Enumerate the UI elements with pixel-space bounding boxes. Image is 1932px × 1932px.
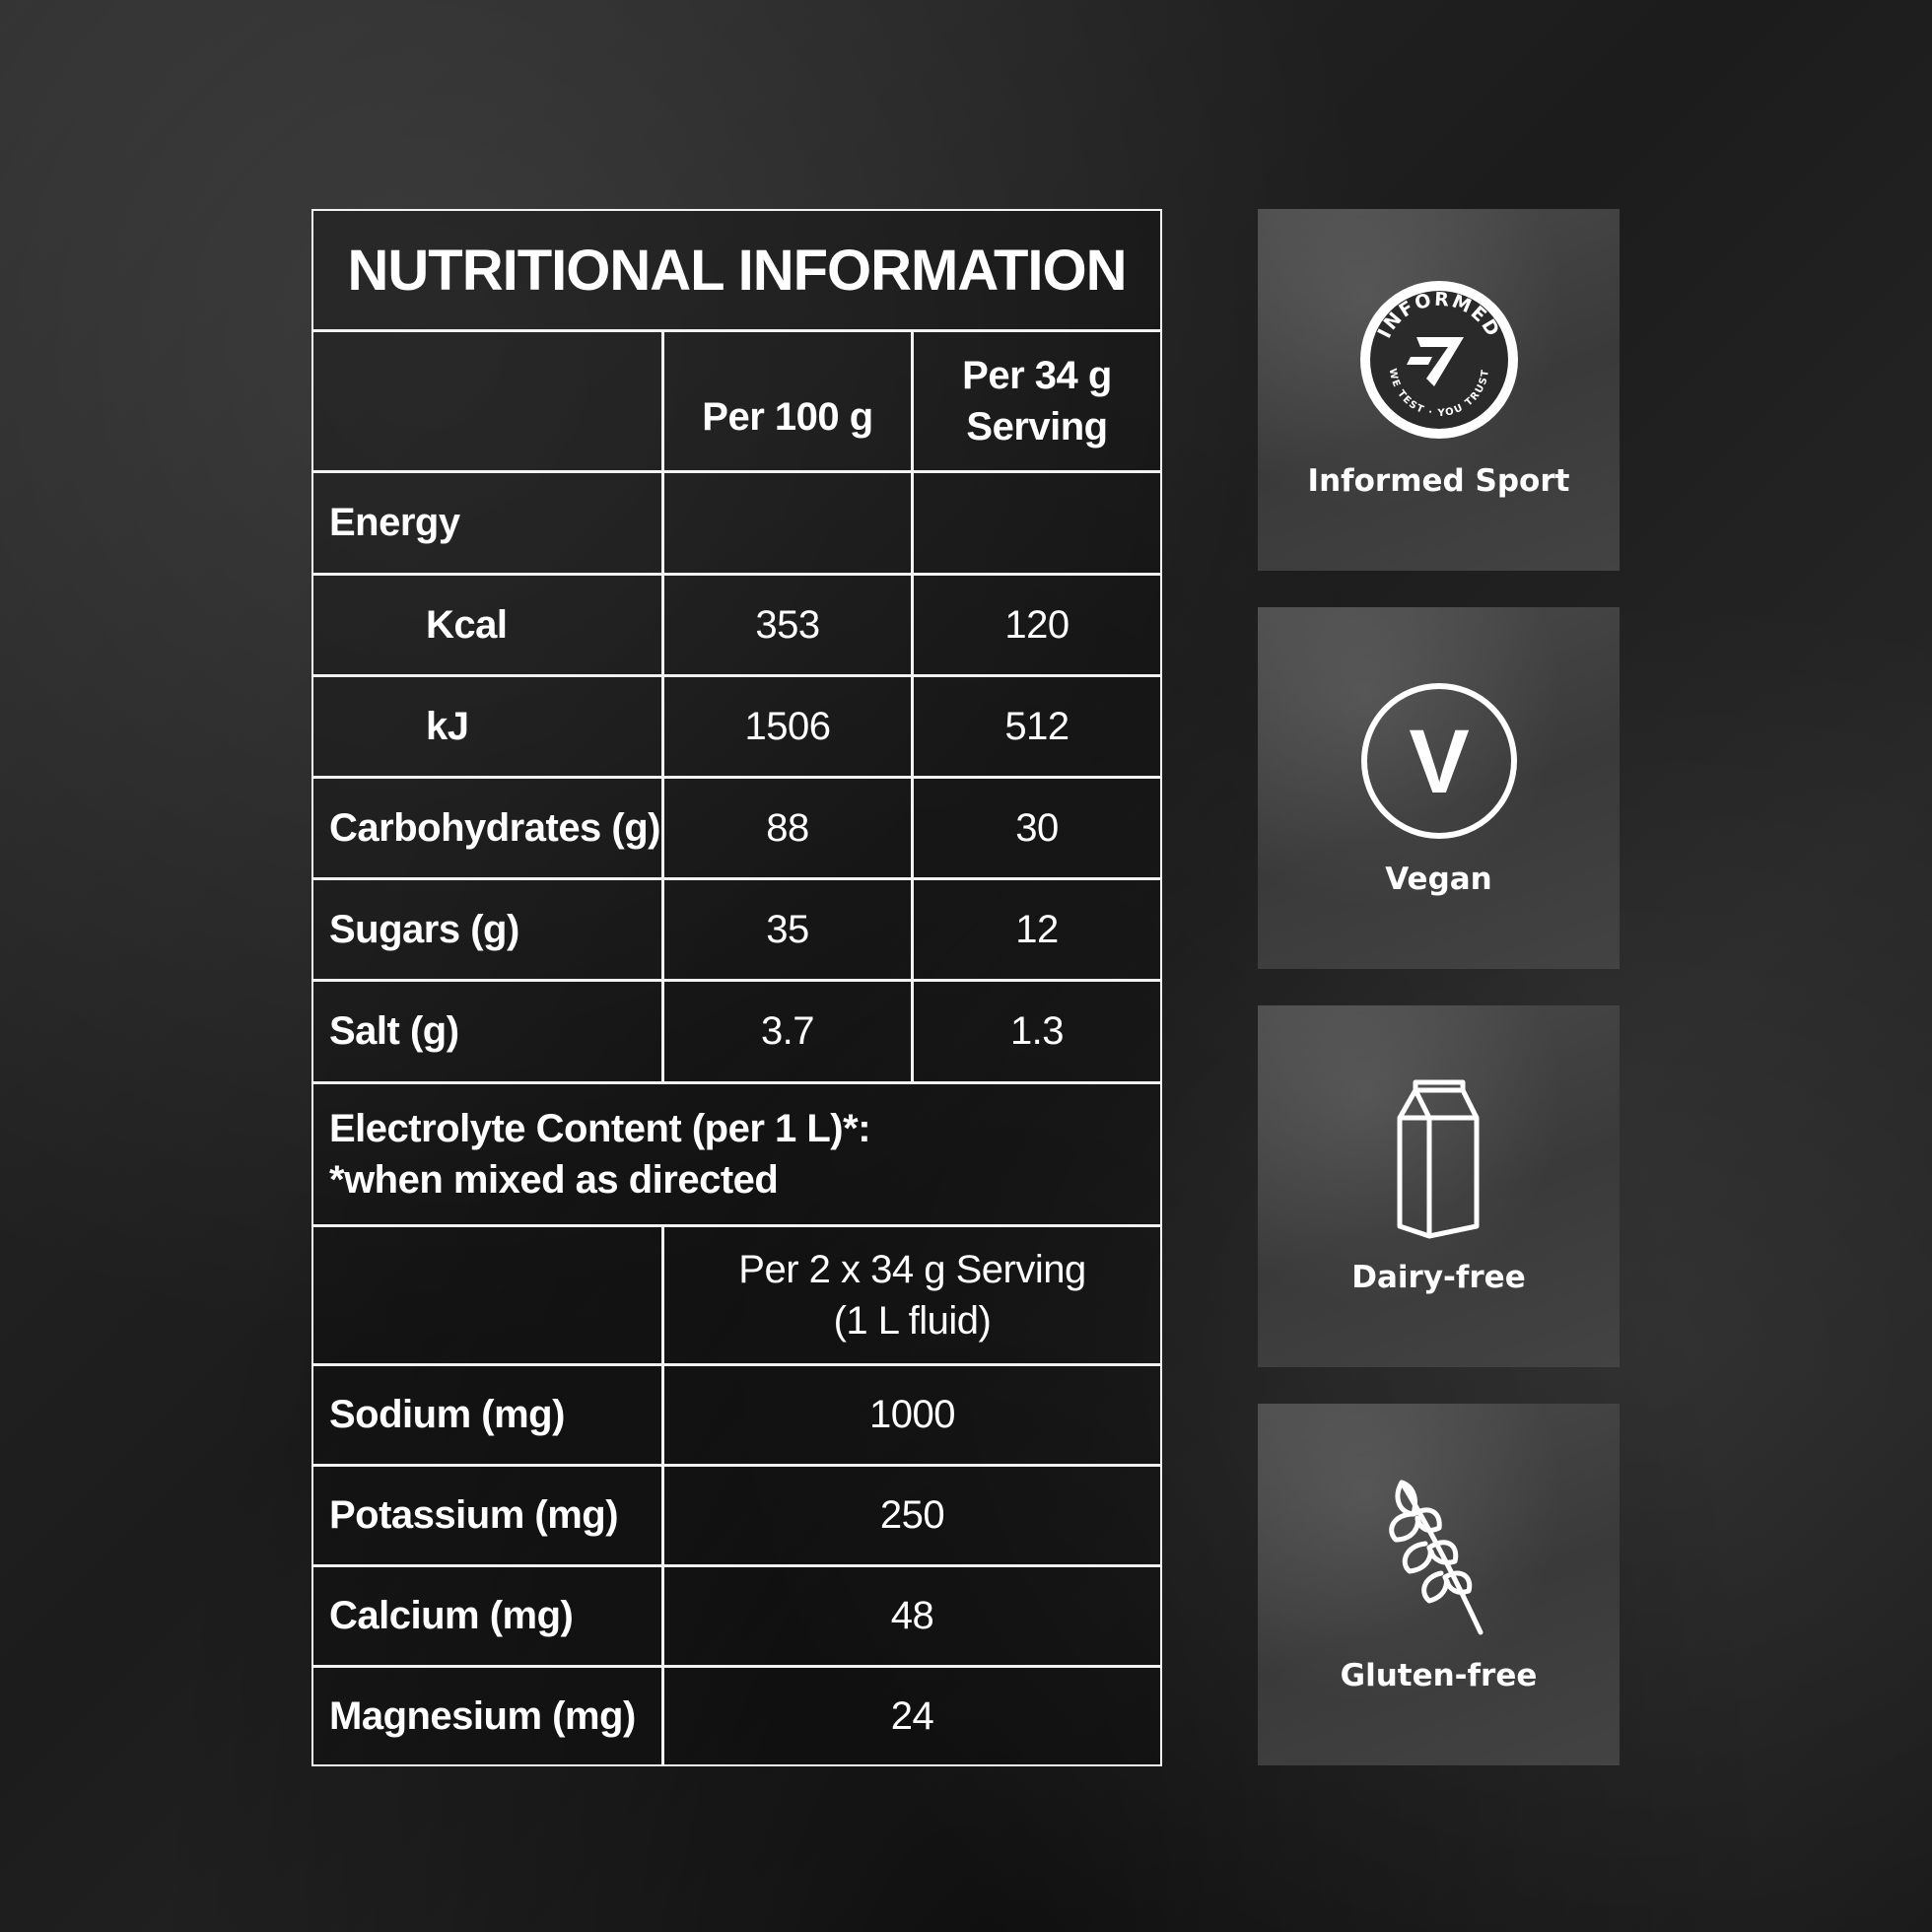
row-value: 250 <box>661 1467 1160 1564</box>
row-value: 24 <box>661 1668 1160 1764</box>
title-row <box>313 211 1160 329</box>
row-label-sugars: Sugars (g) <box>329 907 519 951</box>
table-row <box>313 573 1160 674</box>
row-value: 1000 <box>661 1366 1160 1464</box>
svg-text:INFORMED: INFORMED <box>1373 288 1504 342</box>
badge-label: Informed Sport <box>1307 463 1570 499</box>
badge-informed-sport <box>1258 209 1620 571</box>
badge-vegan <box>1258 607 1620 969</box>
wheat-icon <box>1380 1475 1498 1642</box>
table-row <box>313 877 1160 979</box>
table-row <box>313 470 1160 573</box>
row-label-kcal: Kcal <box>426 602 508 647</box>
column-header-serving-line1: Per 34 g <box>962 354 1112 397</box>
row-value-per100: 35 <box>661 880 911 979</box>
row-value: 48 <box>661 1567 1160 1665</box>
electrolyte-column-header <box>661 1227 1160 1363</box>
row-label-salt: Salt (g) <box>329 1009 459 1053</box>
header-row <box>313 329 1160 470</box>
row-value-serving: 12 <box>911 880 1160 979</box>
nutrition-table <box>311 209 1162 1766</box>
column-header-per-serving <box>911 332 1160 470</box>
row-value-serving: 1.3 <box>911 982 1160 1081</box>
table-row <box>313 1464 1160 1564</box>
row-label-calcium: Calcium (mg) <box>329 1594 574 1637</box>
row-value-per100: 1506 <box>661 677 911 776</box>
electrolyte-header-row <box>313 1224 1160 1363</box>
table-row <box>313 1363 1160 1464</box>
table-title: NUTRITIONAL INFORMATION <box>347 238 1127 303</box>
column-header-serving-line2: Serving <box>966 405 1108 448</box>
electrolyte-heading-line1: Electrolyte Content (per 1 L)*: <box>329 1107 871 1150</box>
informed-sport-logo-icon <box>1355 276 1523 444</box>
badge-dairy-free <box>1258 1005 1620 1367</box>
column-header-per-100g: Per 100 g <box>661 332 911 470</box>
row-value-serving: 120 <box>911 576 1160 674</box>
row-label-energy: Energy <box>329 501 460 544</box>
row-label-magnesium: Magnesium (mg) <box>329 1693 636 1738</box>
row-label-kj: kJ <box>426 704 469 748</box>
badge-gluten-free <box>1258 1404 1620 1765</box>
row-label-carbohydrates: Carbohydrates (g) <box>329 805 660 850</box>
row-label-sodium: Sodium (mg) <box>329 1393 565 1436</box>
row-value-per100: 353 <box>661 576 911 674</box>
milk-carton-icon <box>1390 1078 1488 1246</box>
table-row <box>313 674 1160 776</box>
row-value-serving: 512 <box>911 677 1160 776</box>
electrolyte-header-empty-cell <box>313 1227 661 1363</box>
row-label-potassium: Potassium (mg) <box>329 1493 619 1537</box>
table-row <box>313 776 1160 877</box>
svg-text:WE TEST · YOU TRUST: WE TEST · YOU TRUST <box>1386 368 1491 420</box>
badge-label: Gluten-free <box>1340 1658 1538 1693</box>
badge-label: Dairy-free <box>1351 1260 1526 1295</box>
row-value-per100: 3.7 <box>661 982 911 1081</box>
row-value-serving: 30 <box>911 779 1160 877</box>
row-value-per100 <box>661 473 911 573</box>
electrolyte-heading-row <box>313 1081 1160 1224</box>
vegan-icon <box>1358 680 1520 842</box>
electrolyte-heading <box>313 1084 1160 1224</box>
table-row <box>313 1665 1160 1764</box>
badge-label: Vegan <box>1385 862 1492 897</box>
table-row <box>313 1564 1160 1665</box>
svg-text:V: V <box>1408 712 1470 812</box>
table-row <box>313 979 1160 1081</box>
electrolyte-heading-line2: *when mixed as directed <box>329 1158 779 1202</box>
electrolyte-column-line1: Per 2 x 34 g Serving <box>738 1248 1086 1291</box>
row-value-per100: 88 <box>661 779 911 877</box>
header-empty-cell <box>313 332 661 470</box>
electrolyte-column-line2: (1 L fluid) <box>833 1299 992 1343</box>
row-value-serving <box>911 473 1160 573</box>
